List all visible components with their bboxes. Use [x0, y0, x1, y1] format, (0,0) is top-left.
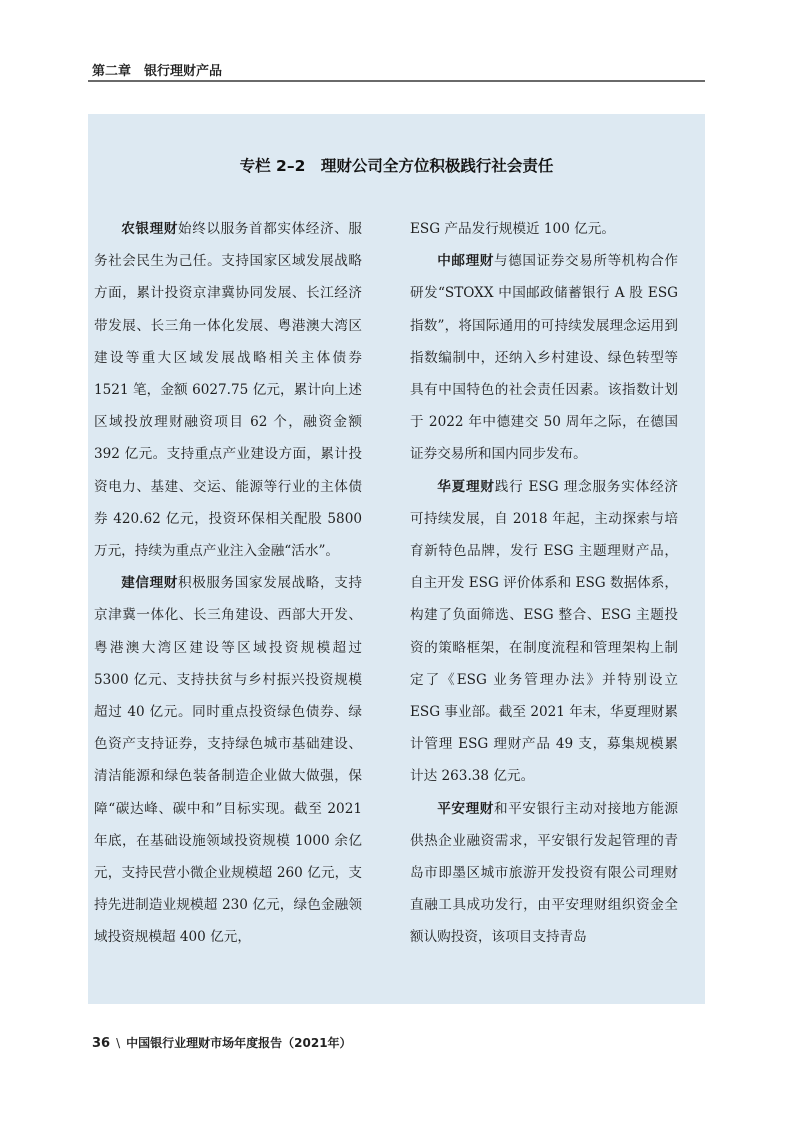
box-title: 专栏 2–2 理财公司全方位积极践行社会责任 — [239, 157, 554, 175]
paragraph-lead: 华夏理财 — [437, 478, 495, 495]
paragraph — [410, 793, 678, 954]
paragraph-text: 与德国证券交易所等机构合作研发“STOXX 中国邮政储蓄银行 A 股 ESG 指数”，将国际通用的可持续发展理念运用到指数编制中，还纳入乡村建设、绿色转型等具有中国特色的社会责任因素。该指数计划于 2022 年中德建交 50 周年之际，在德国证券交易所和国内同步发布。 — [410, 253, 679, 463]
paragraph — [94, 213, 362, 567]
paragraph — [410, 471, 678, 793]
paragraph-continuation — [410, 213, 678, 245]
paragraph-text: 始终以服务首都实体经济、服务社会民生为己任。支持国家区域发展战略方面，累计投资京津冀协同发展、长江经济带发展、长三角一体化发展、粤港澳大湾区建设等重大区域发展战略相关主体债券 1521 笔，金额 6027.75 亿元，累计向上述区域投放理财融资项目 62 个，融资金额 392 亿元。支持重点产业建设方面，累计投资电力、基建、交运、能源等行业的主体债券 420.62 亿元，投资环保相关配股 5800 万元，持续为重点产业注入金融“活水”。 — [94, 221, 363, 560]
paragraph-text: 践行 ESG 理念服务实体经济可持续发展，自 2018 年起，主动探索与培育新特色品牌，发行 ESG 主题理财产品，自主开发 ESG 评价体系和 ESG 数据体系，构建了负面筛选、ESG 整合、ESG 主题投资的策略框架，在制度流程和管理架构上制定了《ESG 业务管理办法》并特别设立 ESG 事业部。截至 2021 年末，华夏理财累计管理 ESG 理财产品 49 支，募集规模累计达 263.38 亿元。 — [410, 478, 678, 785]
paragraph-lead: 中邮理财 — [437, 253, 494, 270]
paragraph-text: 积极服务国家发展战略，支持京津冀一体化、长三角建设、西部大开发、粤港澳大湾区建设等区域投资规模超过 5300 亿元、支持扶贫与乡村振兴投资规模超过 40 亿元。同时重点投资绿色债券、绿色资产支持证券，支持绿色城市基础建设、清洁能源和绿色装备制造企业做大做强，保障“碳达峰、碳中和”目标实现。截至 2021 年底，在基础设施领域投资规模 1000 余亿元，支持民营小微企业规模超 260 亿元，支持先进制造业规模超 230 亿元，绿色金融领域投资规模超 400 亿元， — [94, 575, 363, 946]
header-rule — [88, 80, 705, 82]
page-footer — [92, 1034, 352, 1051]
paragraph — [94, 567, 362, 953]
paragraph-lead: 农银理财 — [121, 221, 178, 237]
chapter-header: 第二章 银行理财产品 — [92, 64, 223, 79]
page-number: 36 — [92, 1036, 111, 1051]
paragraph-lead: 建信理财 — [121, 575, 178, 592]
paragraph-text: 和平安银行主动对接地方能源供热企业融资需求，平安银行发起管理的青岛市即墨区城市旅游开发投资有限公司理财直融工具成功发行，由平安理财组织资金全额认购投资，该项目支持青岛 — [410, 800, 679, 946]
paragraph-text: ESG 产品发行规模近 100 亿元。 — [410, 221, 615, 237]
right-column — [410, 213, 678, 954]
paragraph — [410, 245, 678, 470]
feature-box — [88, 114, 705, 1004]
report-title: 中国银行业理财市场年度报告（2021年） — [126, 1036, 352, 1050]
footer-separator: \ — [116, 1036, 121, 1050]
left-column — [94, 213, 362, 954]
paragraph-lead: 平安理财 — [437, 800, 494, 817]
